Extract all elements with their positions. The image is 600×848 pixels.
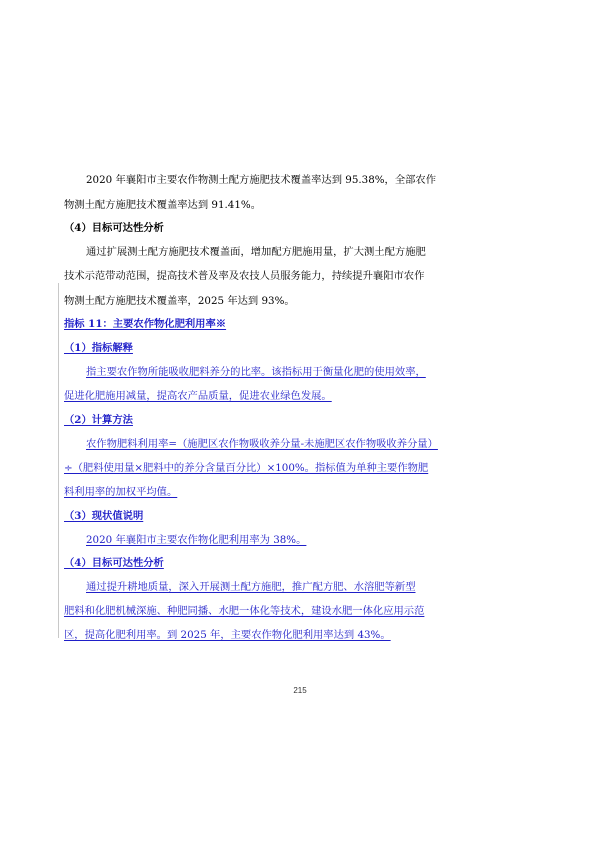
- paragraph-line: 肥料和化肥机械深施、种肥同播、水肥一体化等技术，建设水肥一体化应用示范: [64, 605, 425, 617]
- paragraph-line: 料利用率的加权平均值。: [64, 486, 178, 498]
- paragraph-line: 农作物肥料利用率=（施肥区农作物吸收养分量-未施肥区农作物吸收养分量）: [86, 438, 438, 450]
- indicator-title: 指标 11：主要农作物化肥利用率※: [64, 318, 227, 330]
- paragraph-line: ÷（肥料使用量×肥料中的养分含量百分比）×100%。指标值为单种主要作物肥: [64, 462, 429, 474]
- paragraph-line: 技术示范带动范围，提高技术普及率及农技人员服务能力，持续提升襄阳市农作: [64, 270, 425, 282]
- paragraph-line: 物测土配方施肥技术覆盖率，2025 年达到 93%。: [64, 295, 295, 307]
- subsection-heading: （4）目标可达性分析: [64, 557, 164, 569]
- paragraph-line: 促进化肥施用减量，提高农产品质量，促进农业绿色发展。: [64, 390, 332, 402]
- subsection-heading: （3）现状值说明: [64, 510, 144, 522]
- paragraph-line: 指主要农作物所能吸收肥料养分的比率。该指标用于衡量化肥的使用效率，: [86, 366, 426, 378]
- paragraph-line: 通过扩展测土配方施肥技术覆盖面，增加配方肥施用量，扩大测土配方施肥: [86, 246, 426, 258]
- section-heading: （4）目标可达性分析: [64, 222, 164, 234]
- paragraph-line: 通过提升耕地质量，深入开展测土配方施肥，推广配方肥、水溶肥等新型: [86, 581, 416, 593]
- subsection-heading: （2）计算方法: [64, 414, 133, 426]
- paragraph-line: 2020 年襄阳市主要农作物测土配方施肥技术覆盖率达到 95.38%，全部农作: [86, 174, 437, 186]
- change-bar: [58, 283, 59, 638]
- paragraph-line: 区，提高化肥利用率。到 2025 年，主要农作物化肥利用率达到 43%。: [64, 629, 391, 641]
- subsection-heading: （1）指标解释: [64, 342, 133, 354]
- paragraph-line: 2020 年襄阳市主要农作物化肥利用率为 38%。: [86, 534, 307, 546]
- paragraph-line: 物测土配方施肥技术覆盖率达到 91.41%。: [64, 199, 261, 211]
- page-number: 215: [293, 686, 307, 695]
